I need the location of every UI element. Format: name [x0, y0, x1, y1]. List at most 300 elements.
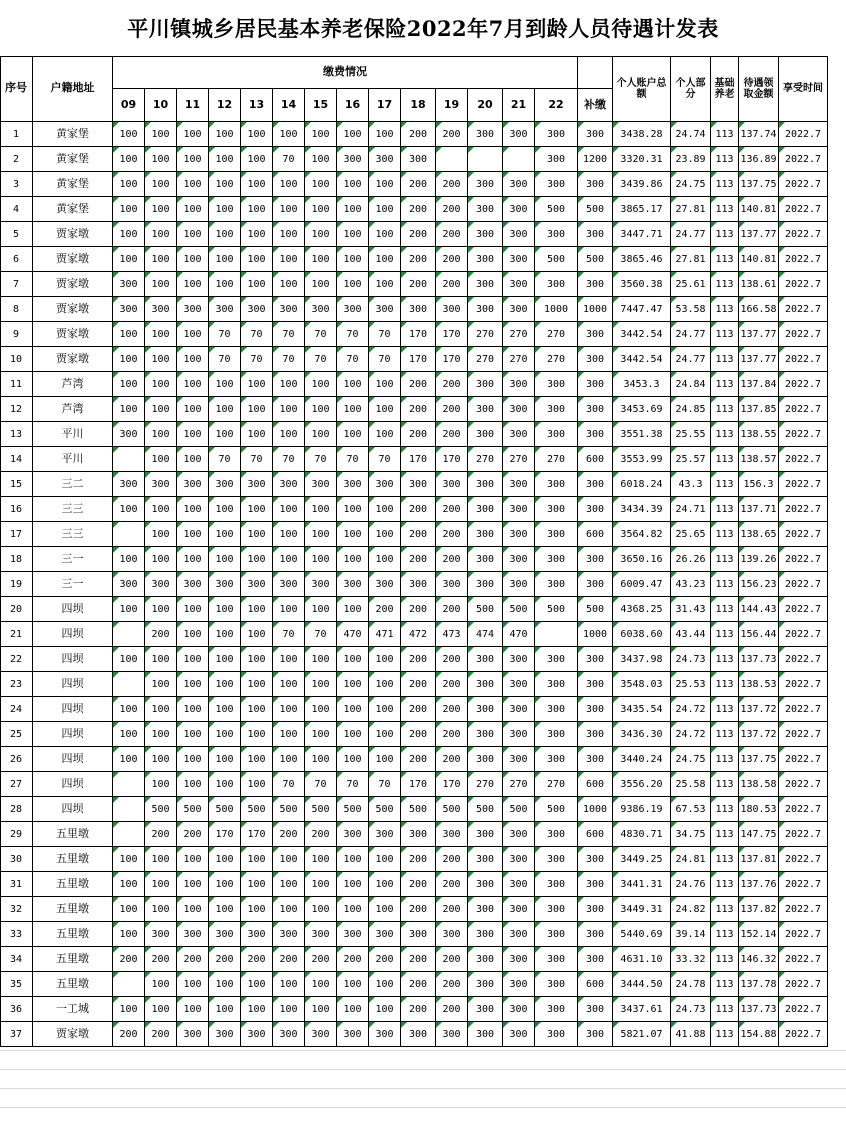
table-cell[interactable]: 3434.39 [613, 497, 671, 522]
table-cell[interactable]: 2022.7 [779, 747, 828, 772]
table-cell[interactable]: 200 [401, 497, 436, 522]
table-cell[interactable]: 113 [711, 722, 739, 747]
table-cell[interactable]: 138.57 [739, 447, 779, 472]
table-cell[interactable]: 300 [578, 647, 613, 672]
table-cell[interactable]: 29 [0, 822, 33, 847]
table-cell[interactable]: 300 [578, 372, 613, 397]
table-cell[interactable]: 156.23 [739, 572, 779, 597]
table-cell[interactable]: 100 [177, 872, 209, 897]
table-cell[interactable]: 黄家堡 [33, 197, 113, 222]
table-cell[interactable]: 200 [401, 722, 436, 747]
table-cell[interactable]: 1000 [578, 797, 613, 822]
table-cell[interactable]: 100 [113, 597, 145, 622]
table-cell[interactable]: 200 [401, 847, 436, 872]
table-cell[interactable]: 300 [468, 747, 503, 772]
table-cell[interactable]: 300 [241, 472, 273, 497]
table-cell[interactable]: 100 [337, 847, 369, 872]
table-cell[interactable]: 33 [0, 922, 33, 947]
table-cell[interactable]: 113 [711, 622, 739, 647]
table-cell[interactable]: 100 [113, 897, 145, 922]
table-cell[interactable]: 500 [145, 797, 177, 822]
table-cell[interactable]: 200 [401, 122, 436, 147]
table-cell[interactable]: 贾家墩 [33, 272, 113, 297]
table-cell[interactable]: 113 [711, 447, 739, 472]
table-cell[interactable]: 137.72 [739, 697, 779, 722]
table-cell[interactable]: 100 [369, 972, 401, 997]
header-enjoy-time[interactable]: 享受时间 [779, 56, 828, 122]
table-cell[interactable]: 100 [209, 147, 241, 172]
table-cell[interactable]: 100 [145, 847, 177, 872]
table-cell[interactable]: 100 [305, 672, 337, 697]
table-cell[interactable]: 100 [113, 547, 145, 572]
table-cell[interactable]: 300 [578, 222, 613, 247]
table-cell[interactable]: 200 [401, 897, 436, 922]
table-cell[interactable]: 100 [305, 747, 337, 772]
table-cell[interactable]: 270 [535, 447, 578, 472]
table-cell[interactable]: 300 [177, 472, 209, 497]
table-cell[interactable]: 300 [503, 247, 535, 272]
table-cell[interactable]: 四坝 [33, 672, 113, 697]
table-cell[interactable] [113, 797, 145, 822]
table-cell[interactable]: 200 [401, 197, 436, 222]
table-cell[interactable]: 300 [468, 247, 503, 272]
table-cell[interactable]: 100 [241, 497, 273, 522]
table-cell[interactable]: 3436.30 [613, 722, 671, 747]
table-cell[interactable]: 137.77 [739, 222, 779, 247]
table-cell[interactable]: 100 [145, 547, 177, 572]
table-cell[interactable]: 300 [468, 997, 503, 1022]
table-cell[interactable]: 300 [578, 947, 613, 972]
table-cell[interactable]: 100 [369, 197, 401, 222]
table-cell[interactable]: 100 [241, 247, 273, 272]
table-cell[interactable]: 23.89 [671, 147, 711, 172]
table-cell[interactable]: 五里墩 [33, 847, 113, 872]
table-cell[interactable]: 100 [209, 672, 241, 697]
table-cell[interactable]: 100 [305, 272, 337, 297]
table-cell[interactable]: 200 [436, 197, 468, 222]
table-cell[interactable]: 2022.7 [779, 697, 828, 722]
table-cell[interactable]: 300 [535, 497, 578, 522]
table-cell[interactable] [503, 147, 535, 172]
table-cell[interactable]: 2022.7 [779, 1022, 828, 1047]
table-cell[interactable]: 100 [145, 647, 177, 672]
header-year[interactable]: 09 [113, 89, 145, 122]
table-cell[interactable]: 100 [369, 372, 401, 397]
table-cell[interactable]: 137.82 [739, 897, 779, 922]
header-address[interactable]: 户籍地址 [33, 56, 113, 122]
table-cell[interactable]: 300 [503, 997, 535, 1022]
table-cell[interactable]: 8 [0, 297, 33, 322]
table-cell[interactable]: 3449.31 [613, 897, 671, 922]
header-seq[interactable]: 序号 [0, 56, 33, 122]
table-cell[interactable]: 100 [369, 422, 401, 447]
table-cell[interactable]: 100 [145, 397, 177, 422]
table-cell[interactable]: 300 [401, 822, 436, 847]
table-cell[interactable]: 200 [401, 697, 436, 722]
table-cell[interactable]: 300 [535, 847, 578, 872]
table-cell[interactable]: 300 [468, 172, 503, 197]
table-cell[interactable]: 2 [0, 147, 33, 172]
table-cell[interactable]: 300 [468, 572, 503, 597]
table-cell[interactable]: 100 [337, 747, 369, 772]
table-cell[interactable]: 300 [578, 697, 613, 722]
table-cell[interactable]: 25.57 [671, 447, 711, 472]
header-year[interactable]: 12 [209, 89, 241, 122]
table-cell[interactable]: 170 [436, 772, 468, 797]
table-cell[interactable]: 200 [177, 822, 209, 847]
table-cell[interactable]: 25.55 [671, 422, 711, 447]
table-cell[interactable]: 100 [113, 247, 145, 272]
table-cell[interactable]: 3435.54 [613, 697, 671, 722]
header-year[interactable]: 20 [468, 89, 503, 122]
table-cell[interactable]: 300 [145, 922, 177, 947]
table-cell[interactable]: 2022.7 [779, 897, 828, 922]
table-cell[interactable]: 137.72 [739, 722, 779, 747]
table-cell[interactable]: 100 [177, 997, 209, 1022]
table-cell[interactable]: 113 [711, 897, 739, 922]
table-cell[interactable]: 30 [0, 847, 33, 872]
table-cell[interactable]: 113 [711, 197, 739, 222]
table-cell[interactable]: 300 [369, 822, 401, 847]
table-cell[interactable]: 200 [436, 122, 468, 147]
table-cell[interactable]: 贾家墩 [33, 222, 113, 247]
table-cell[interactable]: 100 [241, 547, 273, 572]
table-cell[interactable]: 100 [145, 772, 177, 797]
table-cell[interactable]: 100 [273, 172, 305, 197]
table-cell[interactable]: 300 [503, 222, 535, 247]
table-cell[interactable]: 100 [241, 422, 273, 447]
table-cell[interactable]: 100 [337, 547, 369, 572]
table-cell[interactable]: 4 [0, 197, 33, 222]
table-cell[interactable]: 14 [0, 447, 33, 472]
table-cell[interactable]: 300 [273, 922, 305, 947]
table-cell[interactable]: 152.14 [739, 922, 779, 947]
header-year[interactable]: 10 [145, 89, 177, 122]
table-cell[interactable]: 113 [711, 597, 739, 622]
table-cell[interactable]: 70 [305, 347, 337, 372]
table-cell[interactable]: 200 [145, 1022, 177, 1047]
table-cell[interactable]: 24.81 [671, 847, 711, 872]
table-cell[interactable]: 100 [113, 222, 145, 247]
table-cell[interactable]: 270 [468, 322, 503, 347]
table-cell[interactable]: 100 [369, 397, 401, 422]
table-cell[interactable]: 3442.54 [613, 347, 671, 372]
table-cell[interactable]: 100 [145, 497, 177, 522]
table-cell[interactable]: 2022.7 [779, 322, 828, 347]
table-cell[interactable]: 270 [535, 347, 578, 372]
table-cell[interactable]: 100 [209, 972, 241, 997]
table-cell[interactable]: 100 [369, 722, 401, 747]
table-cell[interactable]: 300 [578, 422, 613, 447]
table-cell[interactable]: 100 [177, 247, 209, 272]
table-cell[interactable]: 137.84 [739, 372, 779, 397]
table-cell[interactable]: 471 [369, 622, 401, 647]
table-cell[interactable]: 20 [0, 597, 33, 622]
table-cell[interactable]: 138.58 [739, 772, 779, 797]
table-cell[interactable]: 470 [503, 622, 535, 647]
table-cell[interactable]: 100 [273, 422, 305, 447]
table-cell[interactable]: 113 [711, 147, 739, 172]
table-cell[interactable]: 100 [305, 247, 337, 272]
table-cell[interactable]: 三三 [33, 497, 113, 522]
table-cell[interactable]: 12 [0, 397, 33, 422]
table-cell[interactable]: 2022.7 [779, 147, 828, 172]
table-cell[interactable]: 300 [305, 297, 337, 322]
header-personal[interactable]: 个人部分 [671, 56, 711, 122]
table-cell[interactable]: 170 [401, 322, 436, 347]
table-cell[interactable]: 300 [305, 472, 337, 497]
table-cell[interactable]: 70 [337, 347, 369, 372]
table-cell[interactable]: 137.73 [739, 997, 779, 1022]
table-cell[interactable]: 144.43 [739, 597, 779, 622]
table-cell[interactable]: 100 [177, 847, 209, 872]
table-cell[interactable]: 2022.7 [779, 797, 828, 822]
table-cell[interactable]: 100 [241, 172, 273, 197]
table-cell[interactable]: 200 [436, 947, 468, 972]
table-cell[interactable]: 300 [436, 822, 468, 847]
table-cell[interactable]: 100 [145, 172, 177, 197]
table-cell[interactable]: 100 [241, 972, 273, 997]
table-cell[interactable]: 300 [535, 997, 578, 1022]
table-cell[interactable]: 156.44 [739, 622, 779, 647]
table-cell[interactable]: 300 [578, 747, 613, 772]
table-cell[interactable]: 100 [305, 172, 337, 197]
table-cell[interactable]: 100 [113, 997, 145, 1022]
table-cell[interactable]: 300 [241, 297, 273, 322]
table-cell[interactable]: 10 [0, 347, 33, 372]
table-cell[interactable]: 四坝 [33, 772, 113, 797]
table-cell[interactable]: 300 [503, 522, 535, 547]
table-cell[interactable] [113, 522, 145, 547]
table-cell[interactable]: 100 [145, 872, 177, 897]
table-cell[interactable]: 300 [535, 522, 578, 547]
table-cell[interactable]: 2022.7 [779, 372, 828, 397]
table-cell[interactable]: 100 [209, 247, 241, 272]
table-cell[interactable]: 200 [401, 397, 436, 422]
table-cell[interactable]: 300 [535, 647, 578, 672]
table-cell[interactable]: 6038.60 [613, 622, 671, 647]
table-cell[interactable]: 170 [209, 822, 241, 847]
table-cell[interactable]: 100 [145, 747, 177, 772]
table-cell[interactable]: 100 [337, 172, 369, 197]
table-cell[interactable]: 300 [209, 472, 241, 497]
table-cell[interactable]: 200 [401, 672, 436, 697]
table-cell[interactable]: 300 [177, 297, 209, 322]
table-cell[interactable]: 41.88 [671, 1022, 711, 1047]
table-cell[interactable]: 100 [113, 497, 145, 522]
table-cell[interactable]: 100 [177, 497, 209, 522]
table-cell[interactable]: 200 [436, 997, 468, 1022]
table-cell[interactable]: 137.77 [739, 322, 779, 347]
header-basic[interactable]: 基础养老 [711, 56, 739, 122]
table-cell[interactable]: 138.61 [739, 272, 779, 297]
table-cell[interactable]: 2022.7 [779, 722, 828, 747]
table-cell[interactable]: 200 [369, 597, 401, 622]
header-year[interactable]: 22 [535, 89, 578, 122]
table-cell[interactable]: 2022.7 [779, 497, 828, 522]
table-cell[interactable]: 平川 [33, 447, 113, 472]
table-cell[interactable]: 100 [177, 672, 209, 697]
table-cell[interactable]: 2022.7 [779, 447, 828, 472]
table-cell[interactable]: 100 [241, 397, 273, 422]
table-cell[interactable]: 17 [0, 522, 33, 547]
table-cell[interactable]: 100 [305, 197, 337, 222]
table-cell[interactable]: 贾家墩 [33, 247, 113, 272]
table-cell[interactable]: 113 [711, 797, 739, 822]
table-cell[interactable]: 300 [468, 647, 503, 672]
table-cell[interactable]: 100 [305, 997, 337, 1022]
table-cell[interactable]: 100 [241, 522, 273, 547]
table-cell[interactable]: 100 [241, 122, 273, 147]
table-cell[interactable]: 300 [401, 147, 436, 172]
table-cell[interactable]: 300 [535, 822, 578, 847]
table-cell[interactable]: 200 [273, 822, 305, 847]
table-cell[interactable]: 100 [337, 722, 369, 747]
table-cell[interactable]: 70 [273, 147, 305, 172]
table-cell[interactable]: 500 [436, 797, 468, 822]
table-cell[interactable]: 300 [503, 897, 535, 922]
table-cell[interactable]: 200 [401, 872, 436, 897]
table-cell[interactable]: 70 [209, 322, 241, 347]
table-cell[interactable]: 100 [145, 722, 177, 747]
table-cell[interactable]: 200 [401, 972, 436, 997]
table-cell[interactable]: 100 [209, 997, 241, 1022]
table-cell[interactable]: 100 [209, 272, 241, 297]
table-cell[interactable]: 200 [436, 722, 468, 747]
table-cell[interactable]: 300 [209, 572, 241, 597]
table-cell[interactable]: 500 [209, 797, 241, 822]
table-cell[interactable]: 100 [337, 247, 369, 272]
table-cell[interactable]: 200 [436, 522, 468, 547]
table-cell[interactable] [113, 447, 145, 472]
table-cell[interactable]: 100 [369, 647, 401, 672]
table-cell[interactable]: 三一 [33, 547, 113, 572]
table-cell[interactable]: 四坝 [33, 647, 113, 672]
table-cell[interactable]: 100 [305, 522, 337, 547]
table-cell[interactable]: 300 [578, 722, 613, 747]
header-year[interactable]: 18 [401, 89, 436, 122]
table-cell[interactable]: 43.44 [671, 622, 711, 647]
table-cell[interactable]: 2022.7 [779, 972, 828, 997]
table-cell[interactable]: 100 [369, 847, 401, 872]
table-cell[interactable]: 6009.47 [613, 572, 671, 597]
table-cell[interactable]: 300 [578, 272, 613, 297]
table-cell[interactable]: 贾家墩 [33, 347, 113, 372]
table-cell[interactable]: 6018.24 [613, 472, 671, 497]
table-cell[interactable]: 五里墩 [33, 972, 113, 997]
table-cell[interactable]: 70 [305, 322, 337, 347]
table-cell[interactable]: 200 [436, 697, 468, 722]
table-cell[interactable]: 3444.50 [613, 972, 671, 997]
header-benefit[interactable]: 待遇领取金额 [739, 56, 779, 122]
table-cell[interactable]: 100 [177, 597, 209, 622]
table-cell[interactable]: 70 [273, 622, 305, 647]
table-cell[interactable]: 3548.03 [613, 672, 671, 697]
table-cell[interactable]: 137.73 [739, 647, 779, 672]
table-cell[interactable]: 100 [241, 897, 273, 922]
table-cell[interactable]: 300 [468, 497, 503, 522]
table-cell[interactable]: 300 [503, 672, 535, 697]
table-cell[interactable]: 100 [209, 197, 241, 222]
table-cell[interactable]: 500 [535, 597, 578, 622]
table-cell[interactable]: 三三 [33, 522, 113, 547]
table-cell[interactable]: 300 [535, 122, 578, 147]
table-cell[interactable]: 36 [0, 997, 33, 1022]
table-cell[interactable]: 300 [535, 572, 578, 597]
table-cell[interactable]: 100 [177, 972, 209, 997]
table-cell[interactable]: 300 [241, 572, 273, 597]
header-supplement[interactable]: 补缴 [578, 89, 613, 122]
table-cell[interactable]: 黄家堡 [33, 122, 113, 147]
table-cell[interactable]: 100 [209, 847, 241, 872]
table-cell[interactable]: 300 [145, 472, 177, 497]
table-cell[interactable]: 300 [436, 297, 468, 322]
table-cell[interactable]: 100 [113, 147, 145, 172]
table-cell[interactable]: 2022.7 [779, 672, 828, 697]
table-cell[interactable]: 100 [209, 647, 241, 672]
table-cell[interactable]: 500 [468, 797, 503, 822]
table-cell[interactable]: 136.89 [739, 147, 779, 172]
table-cell[interactable]: 300 [503, 947, 535, 972]
table-cell[interactable]: 70 [241, 322, 273, 347]
table-cell[interactable]: 100 [337, 972, 369, 997]
table-cell[interactable]: 113 [711, 872, 739, 897]
table-cell[interactable]: 200 [401, 947, 436, 972]
table-cell[interactable]: 100 [145, 247, 177, 272]
table-cell[interactable]: 2022.7 [779, 222, 828, 247]
table-cell[interactable]: 200 [401, 522, 436, 547]
table-cell[interactable]: 300 [468, 522, 503, 547]
table-cell[interactable]: 100 [113, 722, 145, 747]
table-cell[interactable]: 500 [578, 597, 613, 622]
table-cell[interactable]: 2022.7 [779, 822, 828, 847]
table-cell[interactable]: 100 [305, 497, 337, 522]
table-cell[interactable]: 270 [535, 322, 578, 347]
table-cell[interactable]: 芦湾 [33, 397, 113, 422]
table-cell[interactable]: 23 [0, 672, 33, 697]
table-cell[interactable]: 113 [711, 372, 739, 397]
table-cell[interactable]: 3650.16 [613, 547, 671, 572]
table-cell[interactable]: 100 [209, 497, 241, 522]
table-cell[interactable]: 300 [578, 347, 613, 372]
table-cell[interactable]: 100 [177, 722, 209, 747]
table-cell[interactable]: 100 [177, 347, 209, 372]
table-cell[interactable]: 四坝 [33, 697, 113, 722]
table-cell[interactable]: 113 [711, 347, 739, 372]
table-cell[interactable]: 100 [241, 672, 273, 697]
table-cell[interactable]: 300 [503, 647, 535, 672]
table-cell[interactable]: 100 [369, 872, 401, 897]
table-cell[interactable]: 300 [503, 572, 535, 597]
table-cell[interactable]: 25.65 [671, 522, 711, 547]
table-cell[interactable]: 113 [711, 997, 739, 1022]
table-cell[interactable]: 2022.7 [779, 847, 828, 872]
table-cell[interactable]: 24.73 [671, 647, 711, 672]
table-cell[interactable]: 70 [337, 447, 369, 472]
table-cell[interactable]: 43.3 [671, 472, 711, 497]
table-cell[interactable]: 1 [0, 122, 33, 147]
table-cell[interactable]: 300 [369, 1022, 401, 1047]
table-cell[interactable]: 300 [578, 172, 613, 197]
table-cell[interactable]: 300 [273, 1022, 305, 1047]
table-cell[interactable]: 3553.99 [613, 447, 671, 472]
table-cell[interactable] [436, 147, 468, 172]
table-cell[interactable]: 300 [241, 922, 273, 947]
table-cell[interactable]: 100 [337, 647, 369, 672]
table-cell[interactable]: 24.74 [671, 122, 711, 147]
table-cell[interactable]: 170 [401, 447, 436, 472]
table-cell[interactable]: 100 [177, 222, 209, 247]
